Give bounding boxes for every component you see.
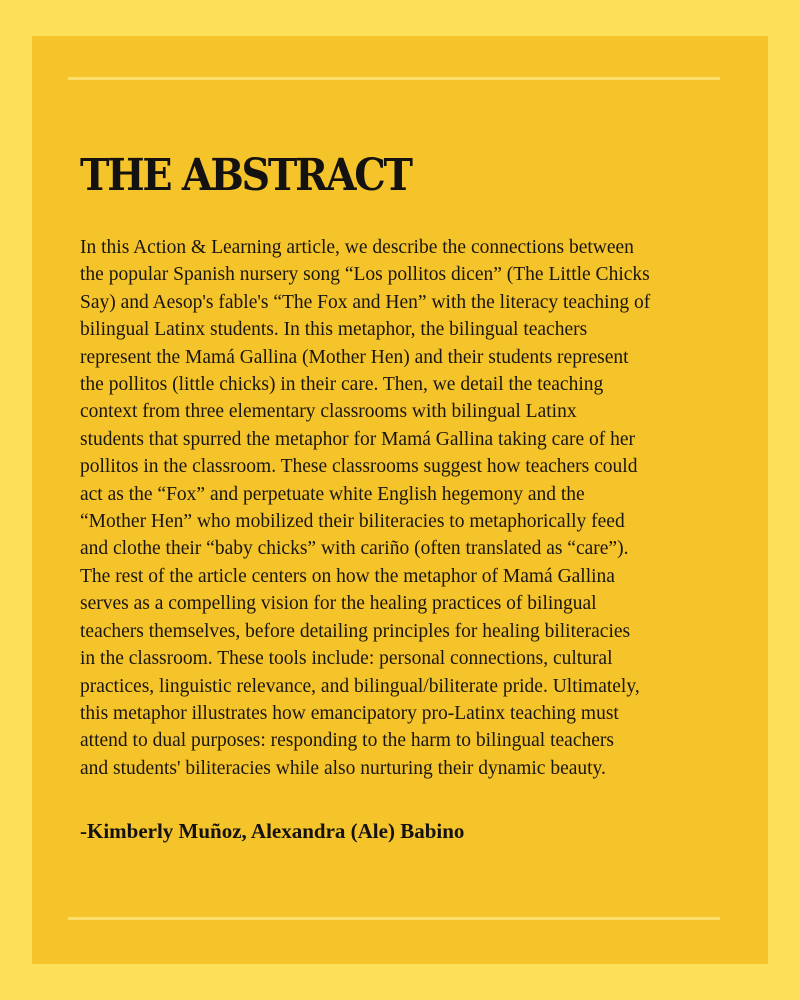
abstract-line: and students' biliteracies while also nurturing their dynamic beauty. [80, 757, 606, 779]
abstract-line: bilingual Latinx students. In this metaphor, the bilingual teachers [80, 319, 588, 341]
abstract-line: teachers themselves, before detailing principles for healing biliteracies [80, 620, 631, 642]
abstract-line: act as the “Fox” and perpetuate white English hegemony and the [80, 483, 585, 505]
abstract-line: in the classroom. These tools include: personal connections, cultural [80, 648, 613, 670]
bottom-divider [68, 917, 720, 920]
abstract-line: “Mother Hen” who mobilized their biliteracies to metaphorically feed [80, 511, 625, 533]
abstract-line: context from three elementary classrooms with bilingual Latinx [80, 401, 577, 423]
abstract-line: represent the Mamá Gallina (Mother Hen) and their students represent [80, 346, 629, 368]
abstract-line: pollitos in the classroom. These classrooms suggest how teachers could [80, 456, 638, 478]
abstract-card [32, 36, 768, 964]
abstract-line: In this Action & Learning article, we describe the connections between [80, 237, 634, 258]
top-divider [68, 77, 720, 80]
abstract-line: and clothe their “baby chicks” with cariño (often translated as “care”). [80, 538, 629, 560]
author-credit: -Kimberly Muñoz, Alexandra (Ale) Babino [80, 819, 465, 843]
abstract-line: The rest of the article centers on how the metaphor of Mamá Gallina [80, 565, 615, 587]
abstract-line: the popular Spanish nursery song “Los pollitos dicen” (The Little Chicks [80, 264, 650, 286]
abstract-line: the pollitos (little chicks) in their care. Then, we detail the teaching [80, 374, 604, 396]
abstract-line: serves as a compelling vision for the healing practices of bilingual [80, 593, 597, 615]
abstract-line: Say) and Aesop's fable's “The Fox and Hen” with the literacy teaching of [80, 291, 651, 313]
page-title: THE ABSTRACT [80, 150, 411, 201]
abstract-line: attend to dual purposes: responding to the harm to bilingual teachers [80, 730, 614, 752]
abstract-line: this metaphor illustrates how emancipatory pro-Latinx teaching must [80, 702, 619, 724]
abstract-line: students that spurred the metaphor for Mamá Gallina taking care of her [80, 428, 636, 450]
abstract-text [80, 234, 730, 782]
abstract-line: practices, linguistic relevance, and bilingual/biliterate pride. Ultimately, [80, 675, 640, 697]
